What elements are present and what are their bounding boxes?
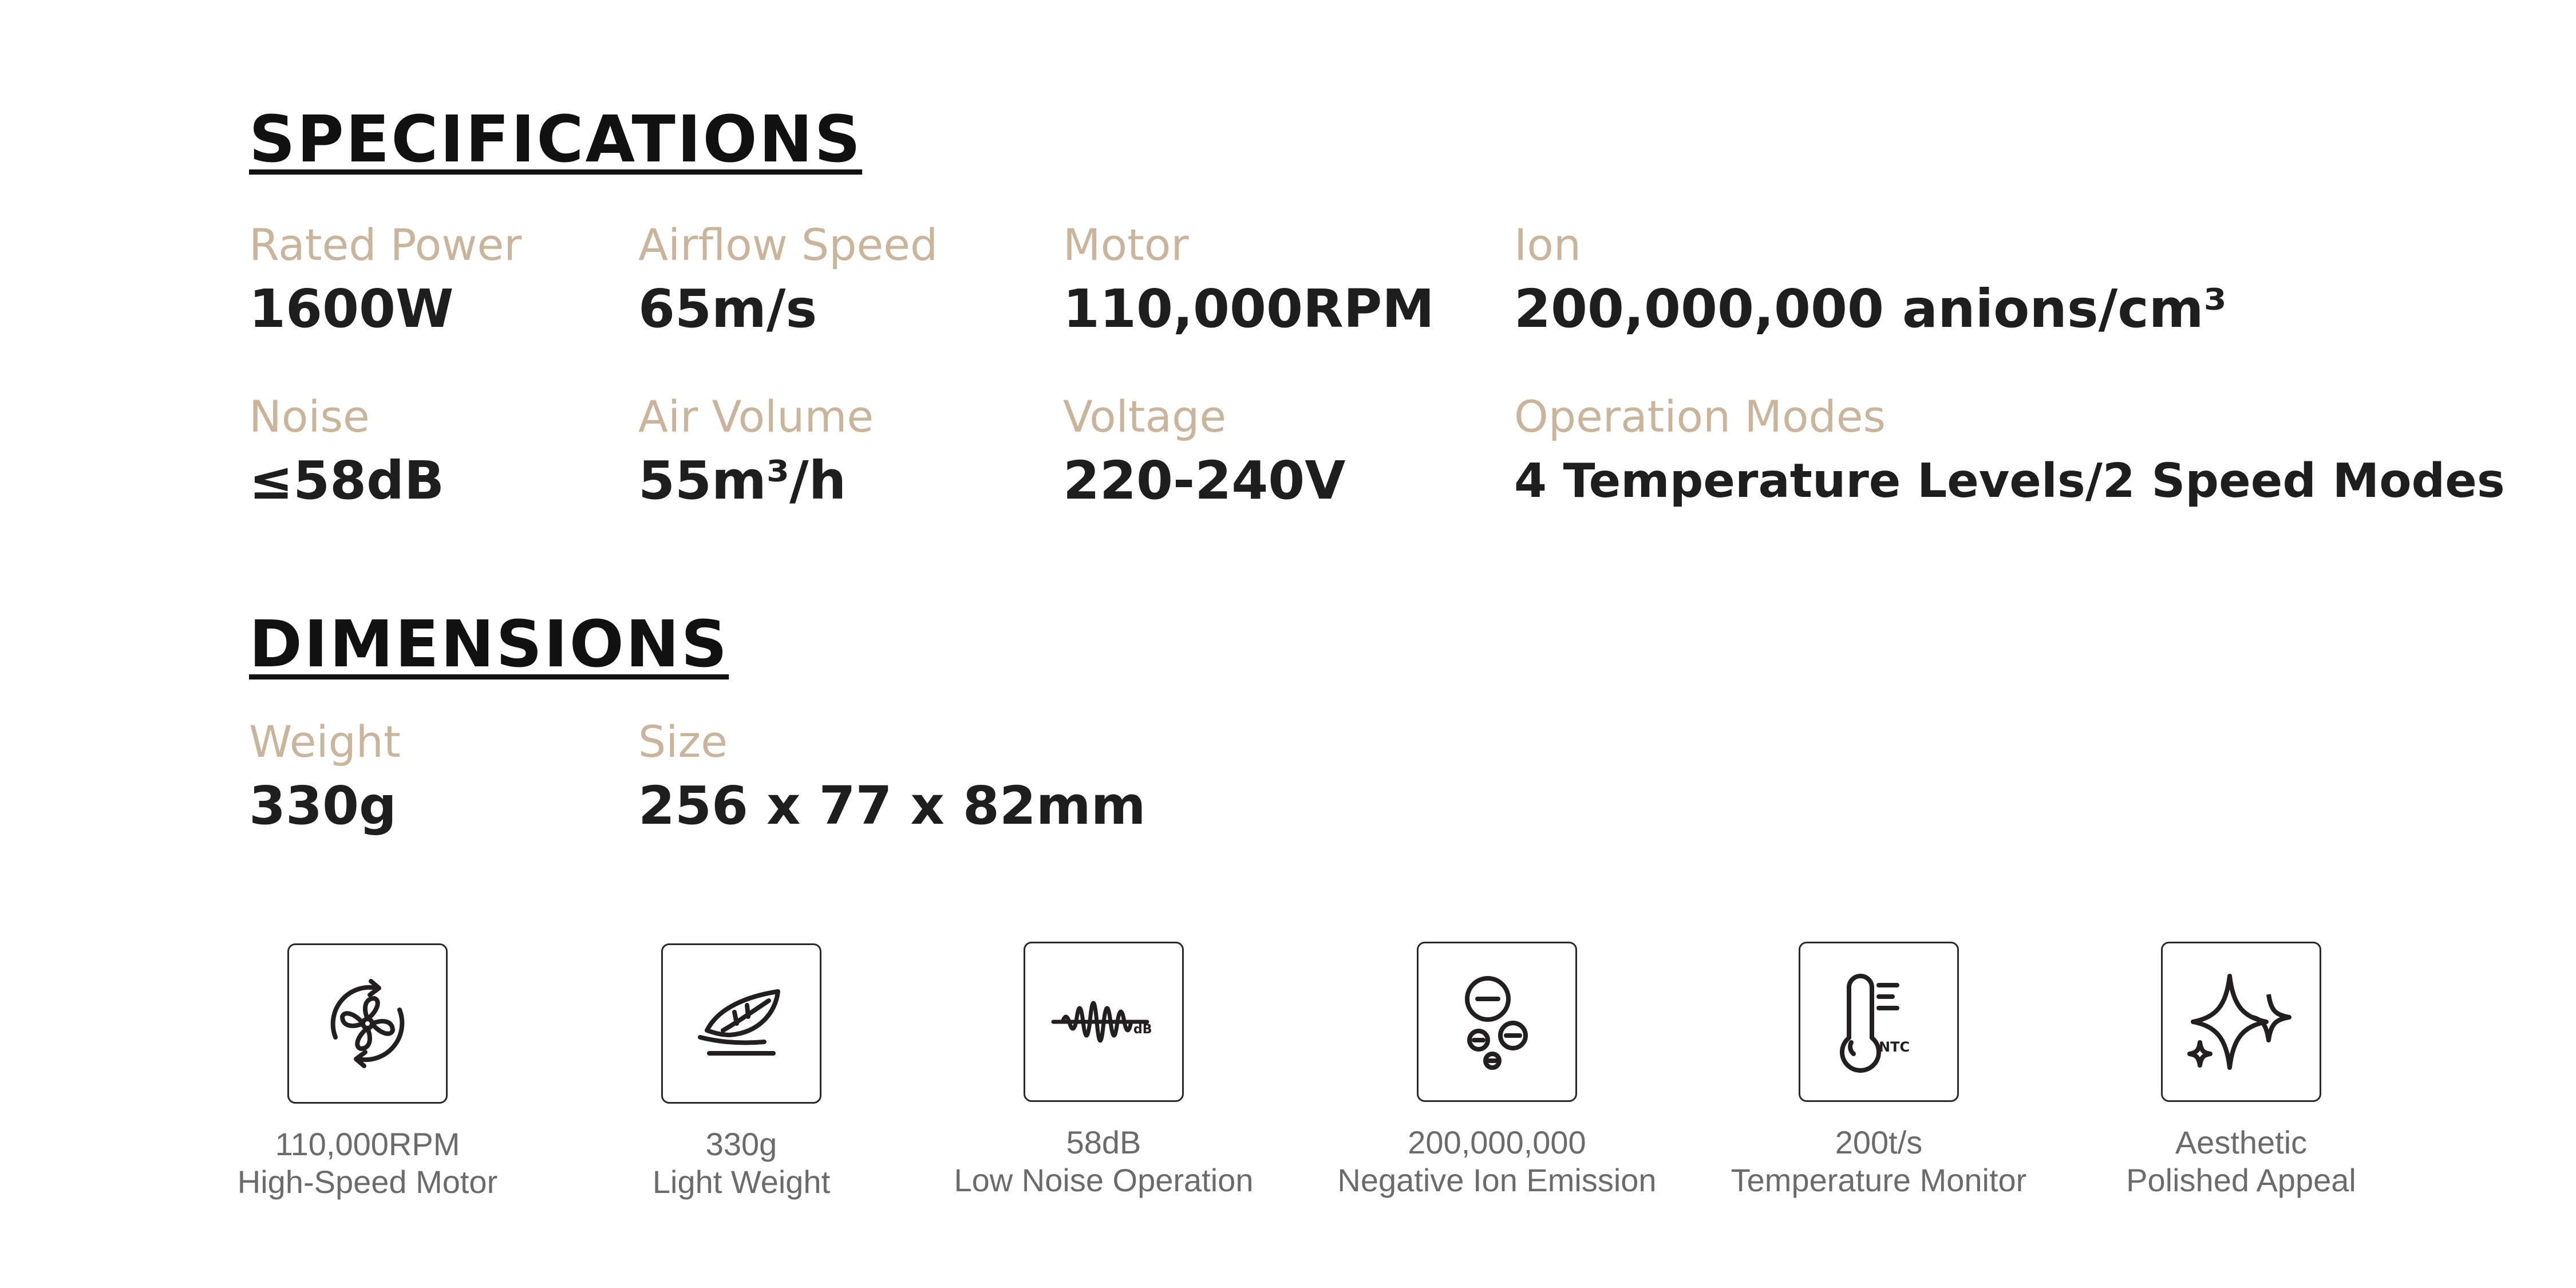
feature-value: 330g	[705, 1126, 777, 1162]
spec-label: Noise	[249, 391, 370, 442]
feature-temperature-monitor	[1701, 942, 2056, 1199]
feature-title: Temperature Monitor	[1730, 1162, 2027, 1198]
feature-title: Light Weight	[652, 1164, 831, 1200]
spec-label: Ion	[1514, 219, 1582, 270]
dim-label: Weight	[249, 716, 401, 767]
spec-label: Air Volume	[638, 391, 874, 442]
sparkle-icon	[2161, 942, 2321, 1102]
dim-size	[638, 716, 1146, 836]
spec-label: Rated Power	[249, 219, 522, 270]
feature-value: Aesthetic	[2175, 1124, 2308, 1160]
thermometer-icon	[1799, 942, 1959, 1102]
feature-title: Low Noise Operation	[954, 1162, 1254, 1198]
spec-label: Airflow Speed	[638, 219, 938, 270]
feature-caption	[926, 1124, 1281, 1199]
dimensions-heading: DIMENSIONS	[249, 607, 729, 682]
feature-high-speed-motor	[190, 943, 545, 1201]
dim-value: 256 x 77 x 82mm	[638, 775, 1146, 836]
spec-value: 110,000RPM	[1063, 278, 1435, 339]
feature-title: Negative Ion Emission	[1337, 1162, 1657, 1198]
feature-value: 110,000RPM	[275, 1126, 460, 1162]
feature-caption	[564, 1125, 919, 1201]
sound-wave-icon	[1024, 942, 1184, 1102]
fan-rotation-icon	[287, 943, 448, 1104]
spec-airflow-speed	[638, 219, 938, 339]
spec-value: 220-240V	[1063, 450, 1346, 511]
feature-caption	[1319, 1124, 1674, 1199]
spec-air-volume	[638, 391, 874, 511]
leaf-icon	[661, 943, 821, 1104]
feature-caption	[190, 1125, 545, 1201]
feature-negative-ion	[1319, 942, 1674, 1199]
spec-operation-modes	[1514, 391, 2505, 508]
spec-label: Voltage	[1063, 391, 1227, 442]
dim-label: Size	[638, 716, 728, 767]
feature-caption	[1701, 1124, 2056, 1199]
spec-value: 200,000,000 anions/cm³	[1514, 278, 2227, 339]
spec-label: Motor	[1063, 219, 1189, 270]
spec-rated-power	[249, 219, 522, 339]
feature-caption	[2064, 1124, 2419, 1199]
negative-ion-icon	[1417, 942, 1577, 1102]
spec-noise	[249, 391, 445, 511]
spec-value: 4 Temperature Levels/2 Speed Modes	[1514, 454, 2505, 508]
dim-value: 330g	[249, 775, 397, 836]
spec-voltage	[1063, 391, 1346, 511]
feature-title: High-Speed Motor	[237, 1164, 498, 1200]
spec-value: 55m³/h	[638, 450, 847, 511]
spec-value: 65m/s	[638, 278, 817, 339]
spec-value: ≤58dB	[249, 450, 445, 511]
feature-aesthetic	[2064, 942, 2419, 1199]
ntc-icon-text: NTC	[1879, 1039, 1910, 1055]
spec-label: Operation Modes	[1514, 391, 1886, 442]
feature-value: 200t/s	[1835, 1124, 1923, 1160]
feature-value: 58dB	[1066, 1124, 1141, 1160]
spec-ion	[1514, 219, 2227, 339]
feature-title: Polished Appeal	[2126, 1162, 2356, 1198]
feature-value: 200,000,000	[1408, 1124, 1586, 1160]
feature-light-weight	[564, 943, 919, 1201]
specifications-heading: SPECIFICATIONS	[249, 102, 863, 177]
dim-weight	[249, 716, 401, 836]
spec-value: 1600W	[249, 278, 454, 339]
spec-motor	[1063, 219, 1435, 339]
feature-low-noise	[926, 942, 1281, 1199]
db-icon-text: dB	[1133, 1022, 1152, 1037]
